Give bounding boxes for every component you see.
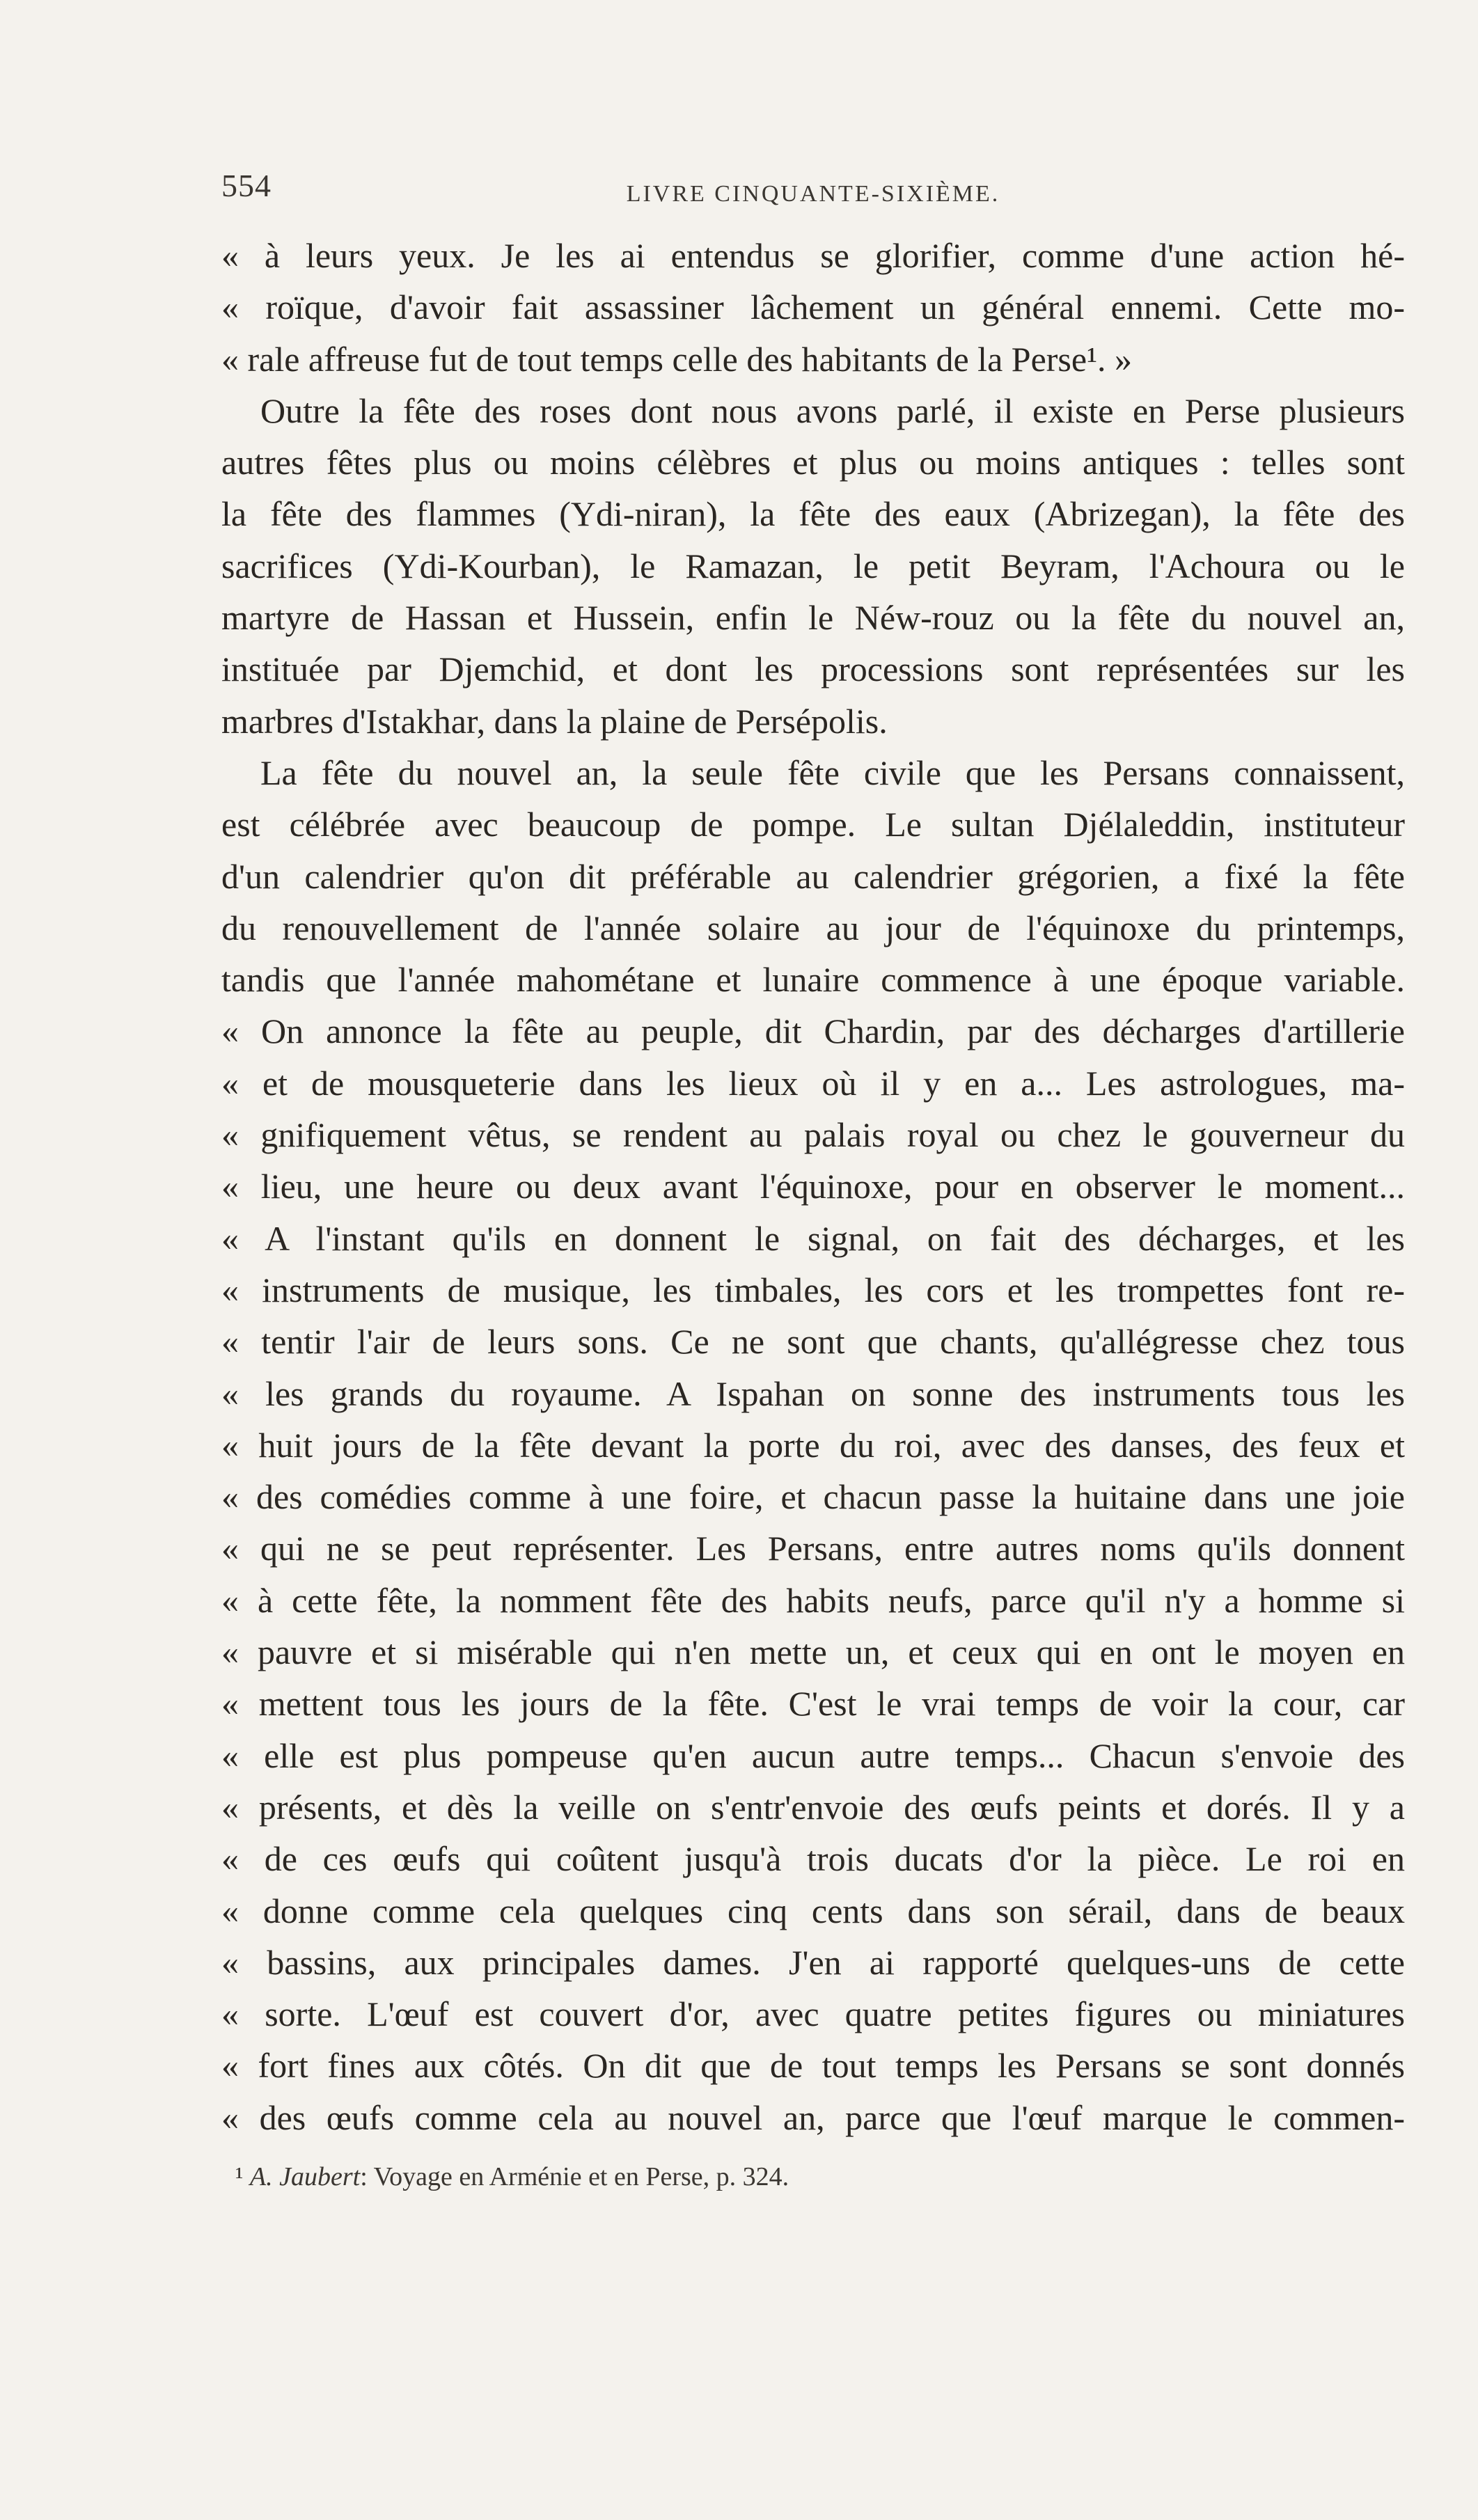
text-line: « des comédies comme à une foire, et chacun passe la huitaine dans une joie xyxy=(221,1477,1405,1517)
text-line: tandis que l'année mahométane et lunaire commence à une époque variable. xyxy=(221,960,1405,1000)
text-line: « présents, et dès la veille on s'entr'envoie des œufs peints et dorés. Il y a xyxy=(221,1787,1405,1827)
text-line: la fête des flammes (Ydi-niran), la fête des eaux (Abrizegan), la fête des xyxy=(221,494,1405,534)
text-line: « gnifiquement vêtus, se rendent au palais royal ou chez le gouverneur du xyxy=(221,1115,1405,1155)
text-line: autres fêtes plus ou moins célèbres et plus ou moins antiques : telles sont xyxy=(221,443,1405,482)
text-line: « instruments de musique, les timbales, les cors et les trompettes font re- xyxy=(221,1270,1405,1309)
text-line: Outre la fête des roses dont nous avons parlé, il existe en Perse plusieurs xyxy=(260,391,1405,430)
text-line: « tentir l'air de leurs sons. Ce ne sont que chants, qu'allégresse chez tous xyxy=(221,1322,1405,1362)
text-line: martyre de Hassan et Hussein, enfin le Néw-rouz ou la fête du nouvel an, xyxy=(221,598,1405,638)
text-line: « de ces œufs qui coûtent jusqu'à trois ducats d'or la pièce. Le roi en xyxy=(221,1839,1405,1879)
text-line: « à leurs yeux. Je les ai entendus se glorifier, comme d'une action hé- xyxy=(221,236,1405,275)
text-line: « pauvre et si misérable qui n'en mette un, et ceux qui en ont le moyen en xyxy=(221,1632,1405,1672)
text-line: « et de mousqueterie dans les lieux où il y en a... Les astrologues, ma- xyxy=(221,1063,1405,1103)
text-line: « qui ne se peut représenter. Les Persans, entre autres noms qu'ils donnent xyxy=(221,1529,1405,1568)
text-line: marbres d'Istakhar, dans la plaine de Persépolis. xyxy=(221,701,888,741)
text-line: « fort fines aux côtés. On dit que de tout temps les Persans se sont donnés xyxy=(221,2046,1405,2086)
text-line: du renouvellement de l'année solaire au jour de l'équinoxe du printemps, xyxy=(221,908,1405,947)
text-line: d'un calendrier qu'on dit préférable au calendrier grégorien, a fixé la fête xyxy=(221,856,1405,896)
text-line: « On annonce la fête au peuple, dit Chardin, par des décharges d'artillerie xyxy=(221,1011,1405,1051)
footnote xyxy=(235,2161,789,2192)
footnote-marker: ¹ xyxy=(235,2162,244,2191)
text-line: « lieu, une heure ou deux avant l'équinoxe, pour en observer le moment... xyxy=(221,1167,1405,1206)
text-line: est célébrée avec beaucoup de pompe. Le sultan Djélaleddin, instituteur xyxy=(221,805,1405,844)
text-line: « huit jours de la fête devant la porte du roi, avec des danses, des feux et xyxy=(221,1425,1405,1465)
text-line: « les grands du royaume. A Ispahan on sonne des instruments tous les xyxy=(221,1373,1405,1413)
text-line: « des œufs comme cela au nouvel an, parce que l'œuf marque le commen- xyxy=(221,2097,1405,2137)
footnote-author: A. Jaubert xyxy=(249,2162,361,2191)
page-number: 554 xyxy=(221,168,272,203)
text-line: « bassins, aux principales dames. J'en ai rapporté quelques-uns de cette xyxy=(221,1942,1405,1982)
text-line: La fête du nouvel an, la seule fête civile que les Persans connaissent, xyxy=(260,753,1405,792)
text-line: « sorte. L'œuf est couvert d'or, avec quatre petites figures ou miniatures xyxy=(221,1994,1405,2034)
text-line: « elle est plus pompeuse qu'en aucun autre temps... Chacun s'envoie des xyxy=(221,1735,1405,1775)
text-line: « mettent tous les jours de la fête. C'est le vrai temps de voir la cour, car xyxy=(221,1684,1405,1724)
text-line: « rale affreuse fut de tout temps celle des habitants de la Perse¹. » xyxy=(221,339,1133,379)
running-head: LIVRE CINQUANTE-SIXIÈME. xyxy=(626,181,1000,207)
page-header xyxy=(221,167,1405,216)
text-line: « A l'instant qu'ils en donnent le signal, on fait des décharges, et les xyxy=(221,1218,1405,1258)
text-line: sacrifices (Ydi-Kourban), le Ramazan, le petit Beyram, l'Achoura ou le xyxy=(221,546,1405,585)
footnote-text: : Voyage en Arménie et en Perse, p. 324. xyxy=(360,2162,789,2191)
text-line: « donne comme cela quelques cinq cents dans son sérail, dans de beaux xyxy=(221,1891,1405,1930)
text-line: « roïque, d'avoir fait assassiner lâchement un général ennemi. Cette mo- xyxy=(221,288,1405,327)
text-line: instituée par Djemchid, et dont les processions sont représentées sur les xyxy=(221,649,1405,689)
body-text xyxy=(221,230,1405,2143)
text-line: « à cette fête, la nomment fête des habits neufs, parce qu'il n'y a homme si xyxy=(221,1580,1405,1620)
